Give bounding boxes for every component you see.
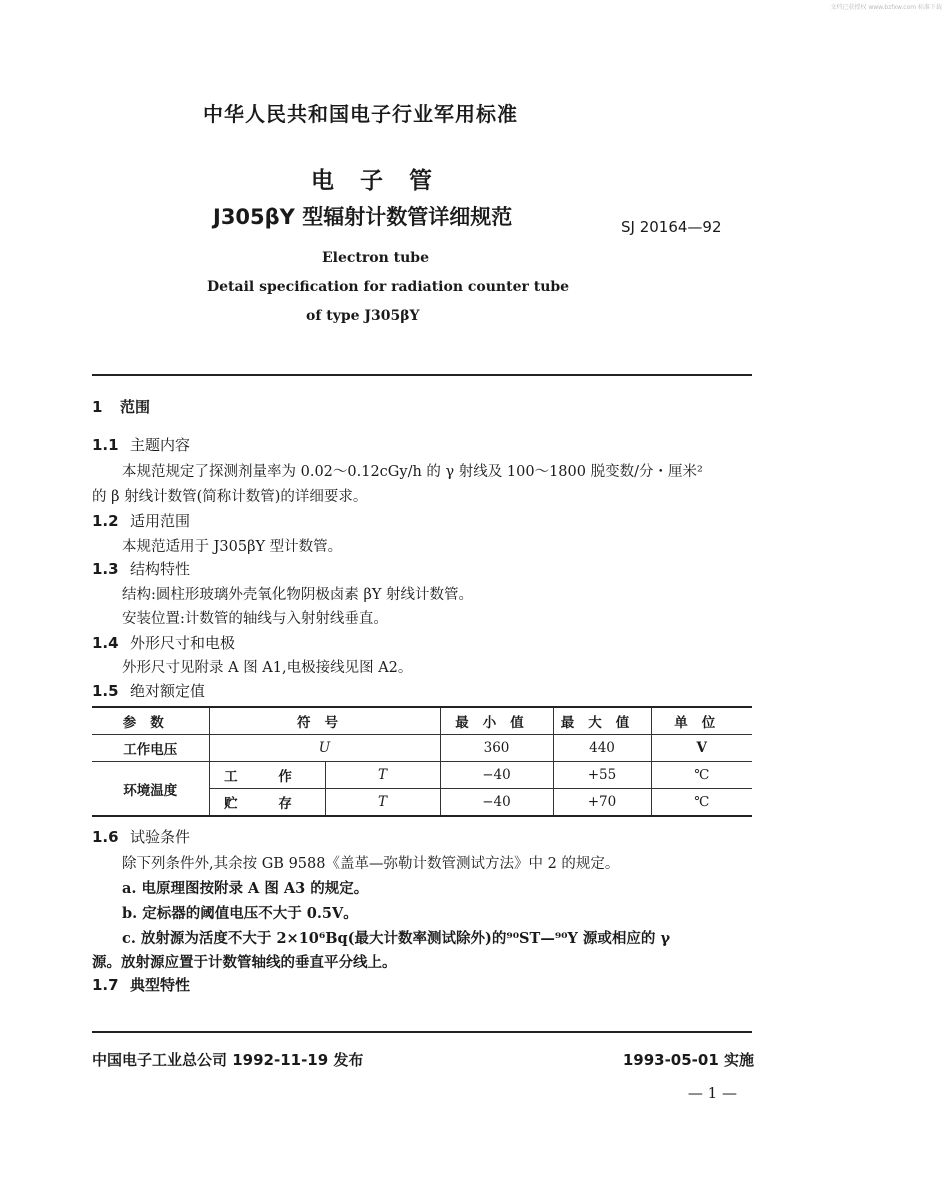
section-1-7-heading [92, 974, 190, 995]
section-title: 典型特性 [130, 976, 191, 994]
table-row [92, 735, 752, 762]
issued-date: 中国电子工业总公司 1992-11-19 发布 [92, 1051, 364, 1069]
cell-max: +55 [553, 762, 651, 789]
cell-param: 环境温度 [92, 762, 209, 817]
cell-min: −40 [440, 762, 553, 789]
paragraph-line: 本规范规定了探测剂量率为 0.02～0.12cGy/h 的 γ 射线及 100～1800 脱变数/分・厘米² [122, 464, 703, 480]
section-num: 1.2 [92, 512, 119, 530]
cell-unit: V [651, 735, 752, 762]
section-num: 1.5 [92, 682, 119, 700]
paragraph-line: 源。放射源应置于计数管轴线的垂直平分线上。 [92, 954, 397, 971]
section-title: 外形尺寸和电极 [130, 634, 236, 652]
section-title: 结构特性 [130, 560, 191, 578]
cell-condition: 贮 存 [209, 789, 325, 817]
header-symbol: 符号 [209, 707, 440, 735]
cell-symbol: U [209, 735, 440, 762]
section-1-5-heading [92, 680, 205, 701]
title-en-line2: Detail specification for radiation counter tube [207, 279, 570, 295]
effective-date: 1993-05-01 实施 [622, 1051, 754, 1069]
header-unit: 单位 [651, 707, 752, 735]
section-num: 1.1 [92, 436, 119, 454]
section-1-4-heading [92, 632, 235, 653]
cell-unit: ℃ [651, 789, 752, 817]
top-rule [92, 374, 752, 376]
cell-min: 360 [440, 735, 553, 762]
page-number: — 1 — [687, 1084, 737, 1102]
list-item: c. 放射源为活度不大于 2×10⁶Bq(最大计数率测试除外)的⁹⁰ST—⁹⁰Y 源或相应的 γ [122, 930, 671, 947]
title-en-line3: of type J305βY [306, 308, 420, 324]
section-title: 范围 [120, 398, 151, 416]
title-en-line1: Electron tube [322, 250, 429, 266]
section-title: 绝对额定值 [130, 682, 206, 700]
section-title: 适用范围 [130, 512, 191, 530]
section-num: 1 [92, 398, 103, 416]
section-1-6-heading [92, 826, 190, 847]
paragraph-line: 除下列条件外,其余按 GB 9588《盖革—弥勒计数管测试方法》中 2 的规定。 [122, 856, 620, 872]
table-row [92, 762, 752, 789]
cell-condition: 工 作 [209, 762, 325, 789]
ratings-table [92, 706, 752, 817]
section-1-1-heading [92, 434, 190, 455]
section-num: 1.6 [92, 828, 119, 846]
title-main: 电子管 [311, 168, 458, 194]
cell-unit: ℃ [651, 762, 752, 789]
paragraph-line: 外形尺寸见附录 A 图 A1,电极接线见图 A2。 [122, 660, 413, 676]
bottom-rule [92, 1031, 752, 1033]
section-title: 主题内容 [130, 436, 191, 454]
list-item: a. 电原理图按附录 A 图 A3 的规定。 [122, 880, 369, 897]
cell-param: 工作电压 [92, 735, 209, 762]
paragraph-line: 的 β 射线计数管(简称计数管)的详细要求。 [92, 489, 368, 505]
header-min: 最小值 [440, 707, 553, 735]
section-num: 1.3 [92, 560, 119, 578]
cell-symbol: T [325, 789, 440, 817]
cell-max: 440 [553, 735, 651, 762]
title-sub: J305βY 型辐射计数管详细规范 [213, 205, 513, 229]
cell-symbol: T [325, 762, 440, 789]
section-1-3-heading [92, 558, 190, 579]
section-num: 1.4 [92, 634, 119, 652]
standard-code: SJ 20164—92 [621, 218, 722, 236]
paragraph-line: 结构:圆柱形玻璃外壳氧化物阴极卤素 βY 射线计数管。 [122, 587, 474, 603]
cell-max: +70 [553, 789, 651, 817]
header-max: 最大值 [553, 707, 651, 735]
table-header-row [92, 707, 752, 735]
paragraph-line: 安装位置:计数管的轴线与入射射线垂直。 [122, 611, 388, 627]
standard-header: 中华人民共和国电子行业军用标准 [203, 102, 518, 126]
header-param: 参数 [92, 707, 209, 735]
section-1-2-heading [92, 510, 190, 531]
section-1-heading [92, 396, 150, 417]
paragraph-line: 本规范适用于 J305βY 型计数管。 [122, 539, 343, 555]
watermark: 文档已获授权 www.bzfxw.com 标准下载 [830, 4, 942, 11]
list-item: b. 定标器的阈值电压不大于 0.5V。 [122, 905, 358, 922]
cell-min: −40 [440, 789, 553, 817]
section-title: 试验条件 [130, 828, 191, 846]
section-num: 1.7 [92, 976, 119, 994]
